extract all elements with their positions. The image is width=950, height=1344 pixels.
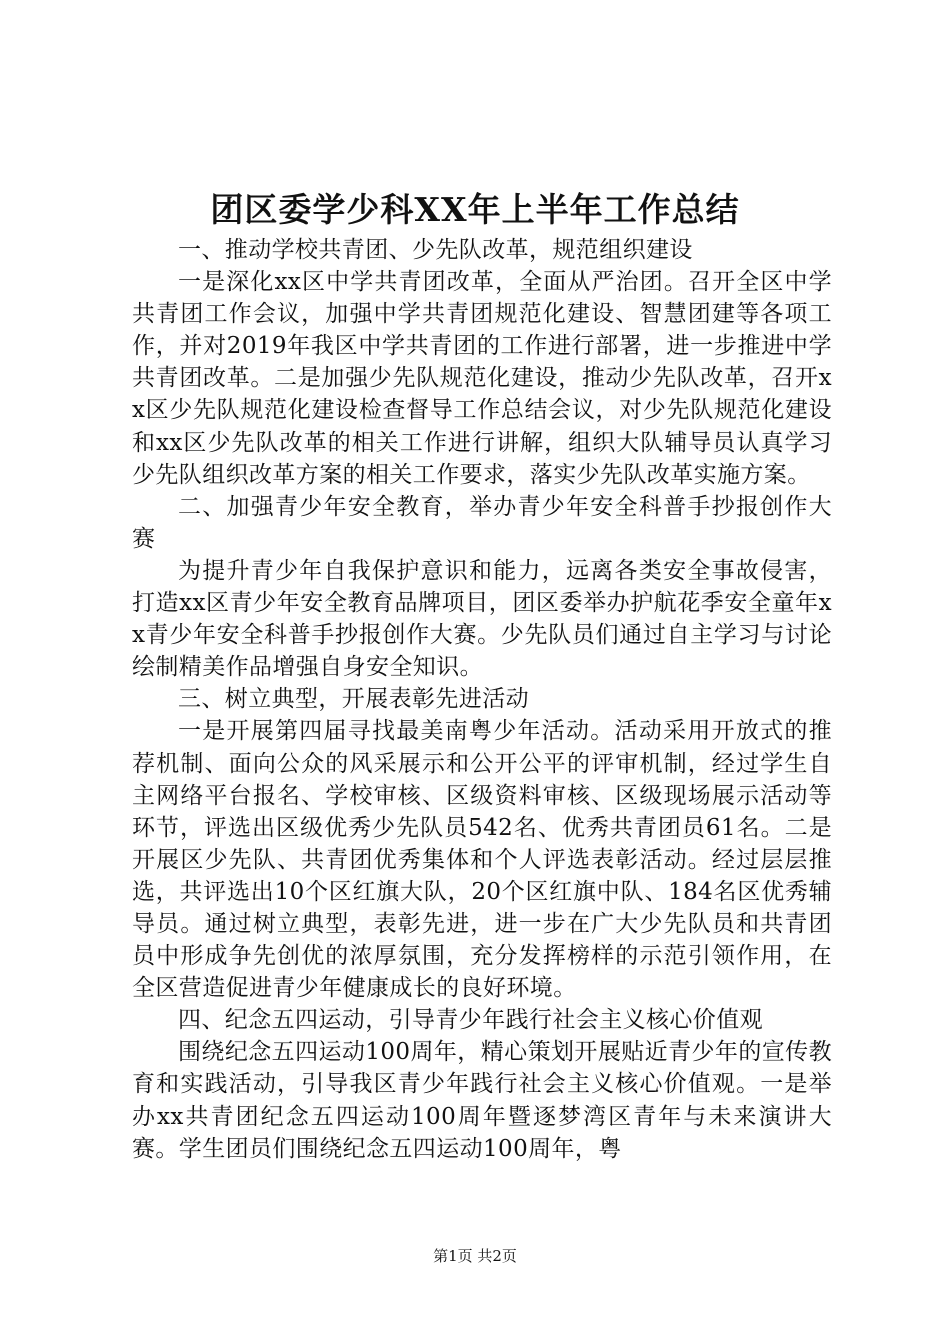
paragraph-1: 一是深化xx区中学共青团改革，全面从严治团。召开全区中学共青团工作会议，加强中学共青团规范化建设、智慧团建等各项工作，并对2019年我区中学共青团的工作进行部署，进一步推进中学共青团改革。二是加强少先队规范化建设，推动少先队改革，召开xx区少先队规范化建设检查督导工作总结会议，对少先队规范化建设和xx区少先队改革的相关工作进行讲解，组织大队辅导员认真学习少先队组织改革方案的相关工作要求，落实少先队改革实施方案。 xyxy=(132,269,832,488)
document-title: 团区委学少科XX年上半年工作总结 xyxy=(210,190,740,229)
section-heading-3: 三、树立典型，开展表彰先进活动 xyxy=(178,686,529,713)
section-heading-2: 二、加强青少年安全教育，举办青少年安全科普手抄报创作大赛 xyxy=(132,493,832,552)
document-body xyxy=(132,234,832,1165)
paragraph-4: 围绕纪念五四运动100周年，精心策划开展贴近青少年的宣传教育和实践活动，引导我区青少年践行社会主义核心价值观。一是举办xx共青团纪念五四运动100周年暨逐梦湾区青年与未来演讲大赛。学生团员们围绕纪念五四运动100周年，粤 xyxy=(132,1039,832,1162)
paragraph-2: 为提升青少年自我保护意识和能力，远离各类安全事故侵害，打造xx区青少年安全教育品牌项目，团区委举办护航花季安全童年xx青少年安全科普手抄报创作大赛。少先队员们通过自主学习与讨论绘制精美作品增强自身安全知识。 xyxy=(132,557,832,681)
paragraph-3: 一是开展第四届寻找最美南粤少年活动。活动采用开放式的推荐机制、面向公众的风采展示和公开公平的评审机制，经过学生自主网络平台报名、学校审核、区级资料审核、区级现场展示活动等环节，评选出区级优秀少先队员542名、优秀共青团员61名。二是开展区少先队、共青团优秀集体和个人评选表彰活动。经过层层推选，共评选出10个区红旗大队，20个区红旗中队、184名区优秀辅导员。通过树立典型，表彰先进，进一步在广大少先队员和共青团员中形成争先创优的浓厚氛围，充分发挥榜样的示范引领作用，在全区营造促进青少年健康成长的良好环境。 xyxy=(132,718,832,1002)
section-heading-1: 一、推动学校共青团、少先队改革，规范组织建设 xyxy=(178,237,693,263)
page-number-footer: 第1页 共2页 xyxy=(433,1247,517,1265)
section-heading-4: 四、纪念五四运动，引导青少年践行社会主义核心价值观 xyxy=(178,1007,763,1034)
